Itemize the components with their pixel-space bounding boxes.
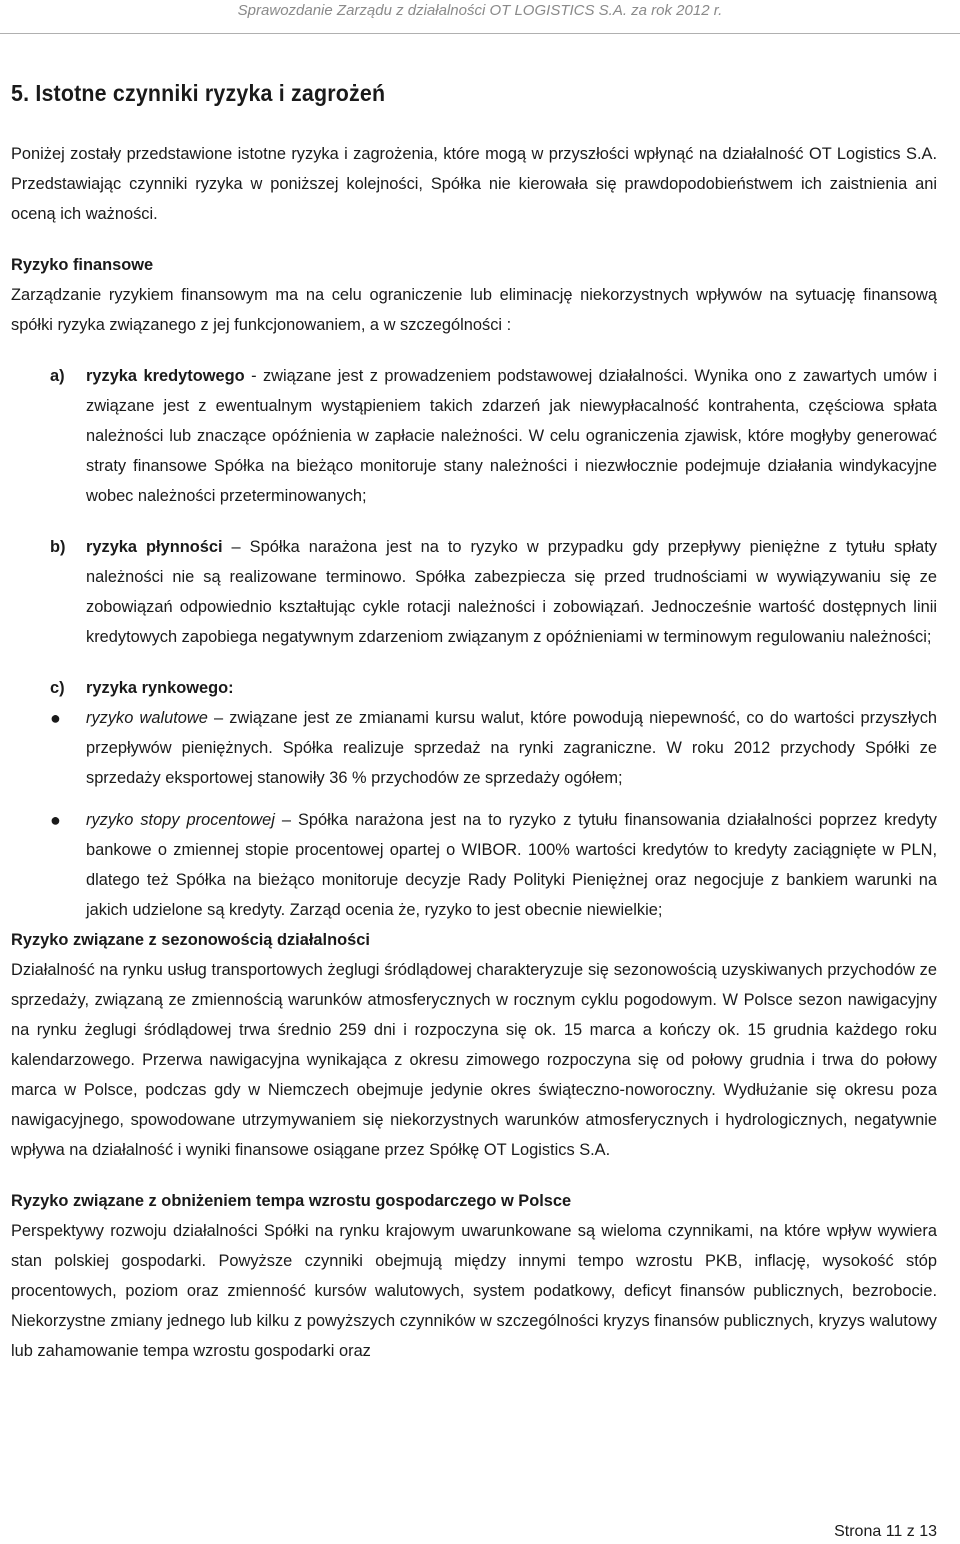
interest-rate-risk-bullet	[11, 805, 937, 925]
market-risk-item	[11, 673, 937, 703]
credit-risk-text: - związane jest z prowadzeniem podstawowej działalności. Wynika ono z zawartych umów i związane jest z ewentualnym wystąpieniem takich zdarzeń jak niewypłacalność kontrahenta, częściowa spłata należności lub znaczące opóźnienia w zapłacie należności. W celu ograniczenia zjawisk, które mogłyby generować straty finansowe Spółka na bieżąco monitoruje stany należności i niezwłocznie podejmuje działania windykacyjne wobec należności przeterminowanych;	[86, 367, 938, 505]
bullet-icon: ●	[50, 810, 61, 830]
section-intro: Poniżej zostały przedstawione istotne ryzyka i zagrożenia, które mogą w przyszłości wpłynąć na działalność OT Logistics S.A. Przedstawiając czynniki ryzyka w poniższej kolejności, Spółka nie kierowała się prawdopodobieństwem ich zaistnienia ani oceną ich ważności.	[11, 145, 937, 223]
bullet-icon: ●	[50, 708, 61, 728]
seasonality-risk-title: Ryzyko związane z sezonowością działalności	[11, 931, 370, 949]
interest-rate-risk-text: – Spółka narażona jest na to ryzyko z tytułu finansowania działalności poprzez kredyty bankowe o zmiennej stopie procentowej opartej o WIBOR. 100% wartości kredytów to kredyty zaciągnięte w PLN, dlatego też Spółka na bieżąco monitoruje decyzje Rady Polityki Pieniężnej oraz negocjuje z bankiem warunki na jakich udzielone są kredyty. Zarząd ocenia że, ryzyko to jest obecnie niewielkie;	[86, 811, 937, 919]
economic-growth-risk-text: Perspektywy rozwoju działalności Spółki na rynku krajowym uwarunkowane są wieloma czynnikami, na które wpływ wywiera stan polskiej gospodarki. Powyższe czynniki obejmują między innymi tempo wzrostu PKB, inflację, wysokość stóp procentowych, poziom oraz zmienność kursów walutowych, system podatkowy, deficyt finansów publicznych, bezrobocie. Niekorzystne zmiany jednego lub kilku z powyższych czynników w szczególności kryzys finansów publicznych, kryzys walutowy lub zahamowanie tempa wzrostu gospodarki oraz	[11, 1222, 937, 1360]
liquidity-risk-text: – Spółka narażona jest na to ryzyko w przypadku gdy przepływy pieniężne z tytułu spłaty należności nie są realizowane terminowo. Spółka zabezpiecza się przed trudnościami w wywiązywaniu się ze zobowiązań odpowiednio kształtując cykle rotacji należności i zobowiązań. Jednocześnie wartość dostępnych linii kredytowych zapobiega negatywnym zdarzeniom związanym z opóźnieniami w terminowym regulowaniu należności;	[86, 538, 937, 646]
item-marker-b: b)	[50, 538, 66, 556]
credit-risk-item	[11, 361, 937, 511]
market-risk-title: ryzyka rynkowego:	[86, 679, 234, 697]
header-text: Sprawozdanie Zarządu z działalności OT LOGISTICS S.A. za rok 2012 r.	[237, 2, 723, 19]
financial-risk-title: Ryzyko finansowe	[11, 256, 154, 274]
currency-risk-term: ryzyko walutowe	[86, 709, 208, 727]
liquidity-risk-item	[11, 532, 937, 652]
currency-risk-bullet	[11, 703, 937, 793]
liquidity-risk-title: ryzyka płynności	[86, 538, 223, 556]
section-heading: 5. Istotne czynniki ryzyka i zagrożeń	[11, 80, 386, 106]
page-content	[11, 80, 937, 1366]
economic-growth-risk-title: Ryzyko związane z obniżeniem tempa wzrostu gospodarczego w Polsce	[11, 1192, 572, 1210]
item-marker-c: c)	[50, 679, 65, 697]
credit-risk-title: ryzyka kredytowego	[86, 367, 245, 385]
page-number: Strona 11 z 13	[834, 1523, 937, 1540]
financial-risk-intro: Zarządzanie ryzykiem finansowym ma na celu ograniczenie lub eliminację niekorzystnych wpływów na sytuację finansową spółki ryzyka związanego z jej funkcjonowaniem, a w szczególności :	[11, 286, 937, 334]
document-header	[0, 0, 960, 34]
seasonality-risk-text: Działalność na rynku usług transportowych żeglugi śródlądowej charakteryzuje się sezonowością uzyskiwanych przychodów ze sprzedaży, związaną ze zmiennością warunków atmosferycznych w rocznym cyklu pogodowym. W Polsce sezon nawigacyjny na rynku żeglugi śródlądowej trwa średnio 259 dni i rozpoczyna się ok. 15 marca a kończy ok. 15 grudnia każdego roku kalendarzowego. Przerwa nawigacyjna wynikająca z okresu zimowego rozpoczyna się od połowy grudnia i trwa do połowy marca w Polsce, podczas gdy w Niemczech obejmuje jedynie okres świąteczno-noworoczny. Wydłużanie się okresu poza nawigacyjnego, spowodowane utrzymywaniem się niekorzystnych warunków atmosferycznych i hydrologicznych, negatywnie wpływa na działalność i wyniki finansowe osiągane przez Spółkę OT Logistics S.A.	[11, 961, 937, 1159]
item-marker-a: a)	[50, 367, 65, 385]
currency-risk-text: – związane jest ze zmianami kursu walut, które powodują niepewność, co do wartości przyszłych przepływów pieniężnych. Spółka realizuje sprzedaż na rynki zagraniczne. W roku 2012 przychody Spółki ze sprzedaży eksportowej stanowiły 36 % przychodów ze sprzedaży ogółem;	[86, 709, 938, 787]
interest-rate-risk-term: ryzyko stopy procentowej	[86, 811, 275, 829]
